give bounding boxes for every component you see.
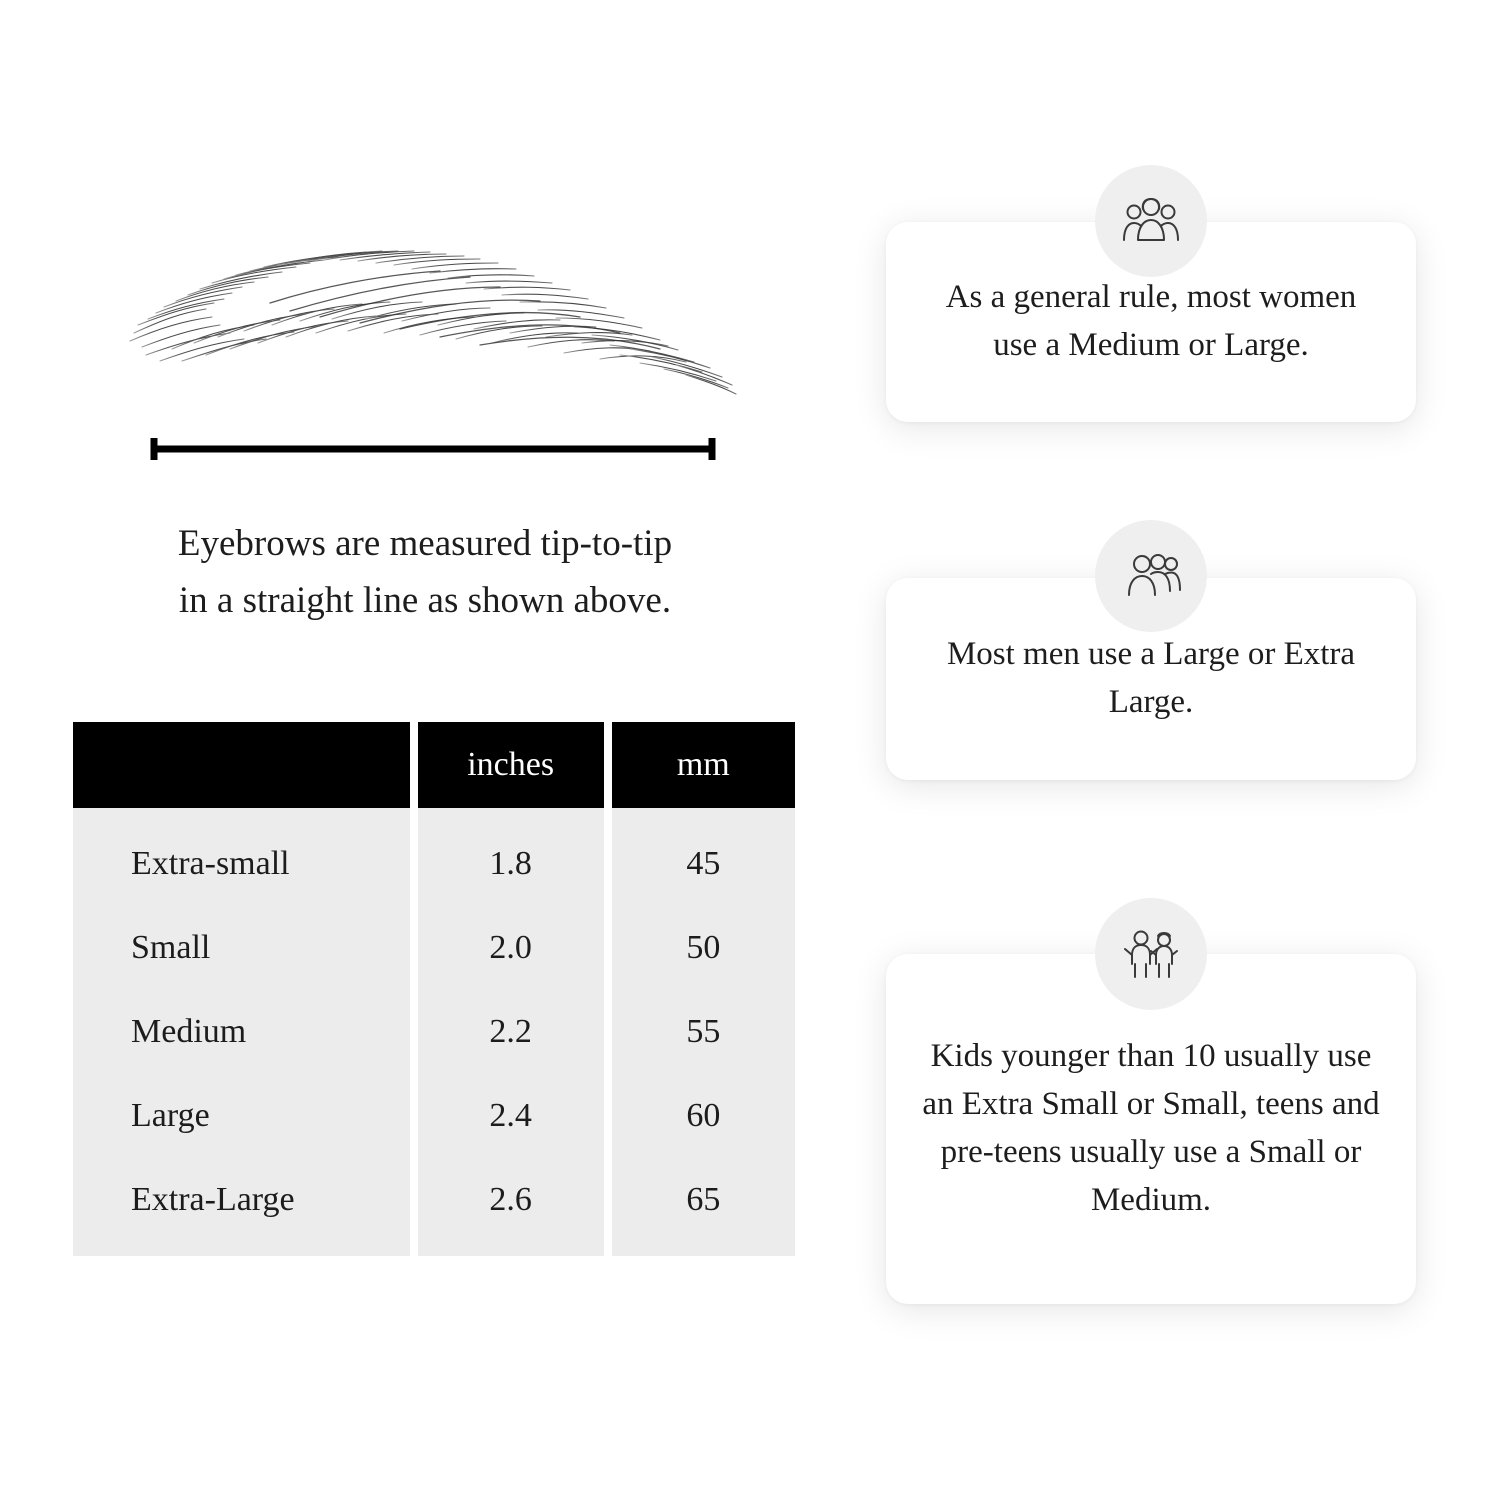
cell-mm: 60 (612, 1074, 795, 1158)
cell-mm: 45 (612, 808, 795, 906)
cell-size-name: Extra-small (73, 808, 418, 906)
caption-line-2: in a straight line as shown above. (178, 580, 672, 622)
table-row (73, 808, 795, 906)
table-header-row (73, 722, 795, 808)
note-text: As a general rule, most women use a Medium or Large. (945, 279, 1357, 363)
cell-inches: 2.4 (418, 1074, 612, 1158)
eyebrow-hairs-graphic (120, 225, 740, 415)
kids-icon-glyph (1121, 924, 1181, 984)
column-header-mm: mm (612, 722, 795, 808)
cell-size-name: Extra-Large (73, 1158, 418, 1256)
note-text: Kids younger than 10 usually use an Extra Small or Small, teens and pre-teens usually use a Small or Medium. (922, 1038, 1380, 1218)
men-group-icon (1095, 520, 1207, 632)
table-row (73, 906, 795, 990)
cell-mm: 65 (612, 1158, 795, 1256)
men-group-icon-glyph (1120, 547, 1182, 605)
table-body (73, 808, 795, 1256)
note-text: Most men use a Large or Extra Large. (946, 636, 1356, 720)
cell-inches: 1.8 (418, 808, 612, 906)
table-row (73, 1074, 795, 1158)
cell-size-name: Medium (73, 990, 418, 1074)
column-header-size (73, 722, 418, 808)
cell-mm: 55 (612, 990, 795, 1074)
cell-mm: 50 (612, 906, 795, 990)
cell-inches: 2.0 (418, 906, 612, 990)
cell-inches: 2.2 (418, 990, 612, 1074)
cell-inches: 2.6 (418, 1158, 612, 1256)
table-header (73, 722, 795, 808)
cell-size-name: Small (73, 906, 418, 990)
size-chart-table (73, 722, 795, 1256)
eyebrow-illustration (120, 225, 740, 475)
kids-icon (1095, 898, 1207, 1010)
measurement-caption (75, 515, 775, 630)
table-row (73, 1158, 795, 1256)
caption-line-1: Eyebrows are measured tip-to-tip (177, 523, 673, 564)
table-row (73, 990, 795, 1074)
measurement-bar-icon (148, 437, 718, 461)
cell-size-name: Large (73, 1074, 418, 1158)
women-group-icon-glyph (1120, 192, 1182, 250)
column-header-inches: inches (418, 722, 612, 808)
right-column (830, 0, 1500, 1500)
women-group-icon (1095, 165, 1207, 277)
